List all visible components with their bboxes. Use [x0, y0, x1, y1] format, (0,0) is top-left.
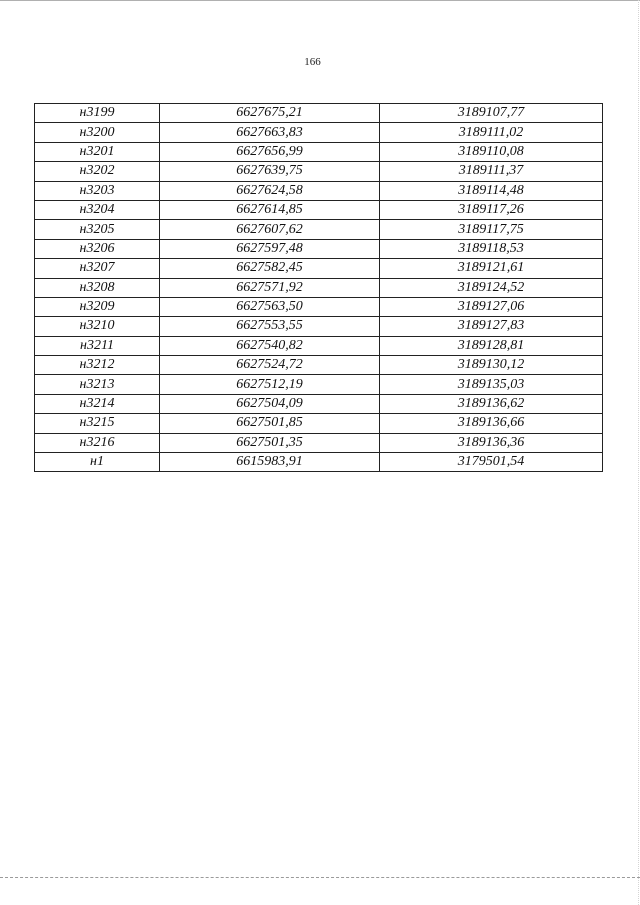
x-coordinate-cell: 6627675,21: [160, 104, 380, 123]
table-row: [35, 220, 603, 239]
x-coordinate-cell: 6627540,82: [160, 336, 380, 355]
point-name-cell: н3205: [35, 220, 160, 239]
page-top-border: [0, 0, 640, 3]
point-name-cell: н3206: [35, 239, 160, 258]
point-name-cell: н3215: [35, 414, 160, 433]
point-name-cell: н3211: [35, 336, 160, 355]
x-coordinate-cell: 6627563,50: [160, 297, 380, 316]
x-coordinate-cell: 6627656,99: [160, 142, 380, 161]
table-row: [35, 162, 603, 181]
y-coordinate-cell: 3189136,66: [380, 414, 603, 433]
point-name-cell: н3201: [35, 142, 160, 161]
x-coordinate-cell: 6627571,92: [160, 278, 380, 297]
scan-right-edge: [638, 0, 639, 905]
x-coordinate-cell: 6627597,48: [160, 239, 380, 258]
coordinates-table: [34, 103, 603, 472]
point-name-cell: н3213: [35, 375, 160, 394]
x-coordinate-cell: 6627501,85: [160, 414, 380, 433]
point-name-cell: н3203: [35, 181, 160, 200]
x-coordinate-cell: 6627663,83: [160, 123, 380, 142]
y-coordinate-cell: 3189110,08: [380, 142, 603, 161]
table-row: [35, 278, 603, 297]
point-name-cell: н1: [35, 453, 160, 472]
y-coordinate-cell: 3189107,77: [380, 104, 603, 123]
table-row: [35, 297, 603, 316]
table-row: [35, 356, 603, 375]
table-row: [35, 104, 603, 123]
y-coordinate-cell: 3189118,53: [380, 239, 603, 258]
x-coordinate-cell: 6627607,62: [160, 220, 380, 239]
point-name-cell: н3202: [35, 162, 160, 181]
y-coordinate-cell: 3189117,26: [380, 200, 603, 219]
table-row: [35, 336, 603, 355]
point-name-cell: н3199: [35, 104, 160, 123]
x-coordinate-cell: 6627624,58: [160, 181, 380, 200]
y-coordinate-cell: 3189117,75: [380, 220, 603, 239]
x-coordinate-cell: 6627639,75: [160, 162, 380, 181]
x-coordinate-cell: 6627553,55: [160, 317, 380, 336]
point-name-cell: н3200: [35, 123, 160, 142]
point-name-cell: н3209: [35, 297, 160, 316]
table-row: [35, 414, 603, 433]
table-row: [35, 259, 603, 278]
y-coordinate-cell: 3189111,37: [380, 162, 603, 181]
table-row: [35, 375, 603, 394]
y-coordinate-cell: 3189136,36: [380, 433, 603, 452]
point-name-cell: н3212: [35, 356, 160, 375]
table-row: [35, 394, 603, 413]
table-row: [35, 453, 603, 472]
y-coordinate-cell: 3189121,61: [380, 259, 603, 278]
x-coordinate-cell: 6627501,35: [160, 433, 380, 452]
y-coordinate-cell: 3189128,81: [380, 336, 603, 355]
y-coordinate-cell: 3189114,48: [380, 181, 603, 200]
y-coordinate-cell: 3189135,03: [380, 375, 603, 394]
table-row: [35, 239, 603, 258]
x-coordinate-cell: 6627582,45: [160, 259, 380, 278]
point-name-cell: н3210: [35, 317, 160, 336]
y-coordinate-cell: 3189136,62: [380, 394, 603, 413]
table-row: [35, 142, 603, 161]
coordinates-table-body: [35, 104, 603, 472]
table-row: [35, 123, 603, 142]
y-coordinate-cell: 3189130,12: [380, 356, 603, 375]
point-name-cell: н3214: [35, 394, 160, 413]
table-row: [35, 200, 603, 219]
table-row: [35, 317, 603, 336]
y-coordinate-cell: 3189124,52: [380, 278, 603, 297]
point-name-cell: н3207: [35, 259, 160, 278]
y-coordinate-cell: 3179501,54: [380, 453, 603, 472]
page-number: 166: [304, 56, 321, 68]
y-coordinate-cell: 3189127,06: [380, 297, 603, 316]
y-coordinate-cell: 3189111,02: [380, 123, 603, 142]
y-coordinate-cell: 3189127,83: [380, 317, 603, 336]
point-name-cell: н3204: [35, 200, 160, 219]
scan-bottom-edge: [0, 877, 640, 878]
x-coordinate-cell: 6615983,91: [160, 453, 380, 472]
x-coordinate-cell: 6627512,19: [160, 375, 380, 394]
x-coordinate-cell: 6627504,09: [160, 394, 380, 413]
x-coordinate-cell: 6627614,85: [160, 200, 380, 219]
x-coordinate-cell: 6627524,72: [160, 356, 380, 375]
point-name-cell: н3216: [35, 433, 160, 452]
table-row: [35, 433, 603, 452]
table-row: [35, 181, 603, 200]
point-name-cell: н3208: [35, 278, 160, 297]
